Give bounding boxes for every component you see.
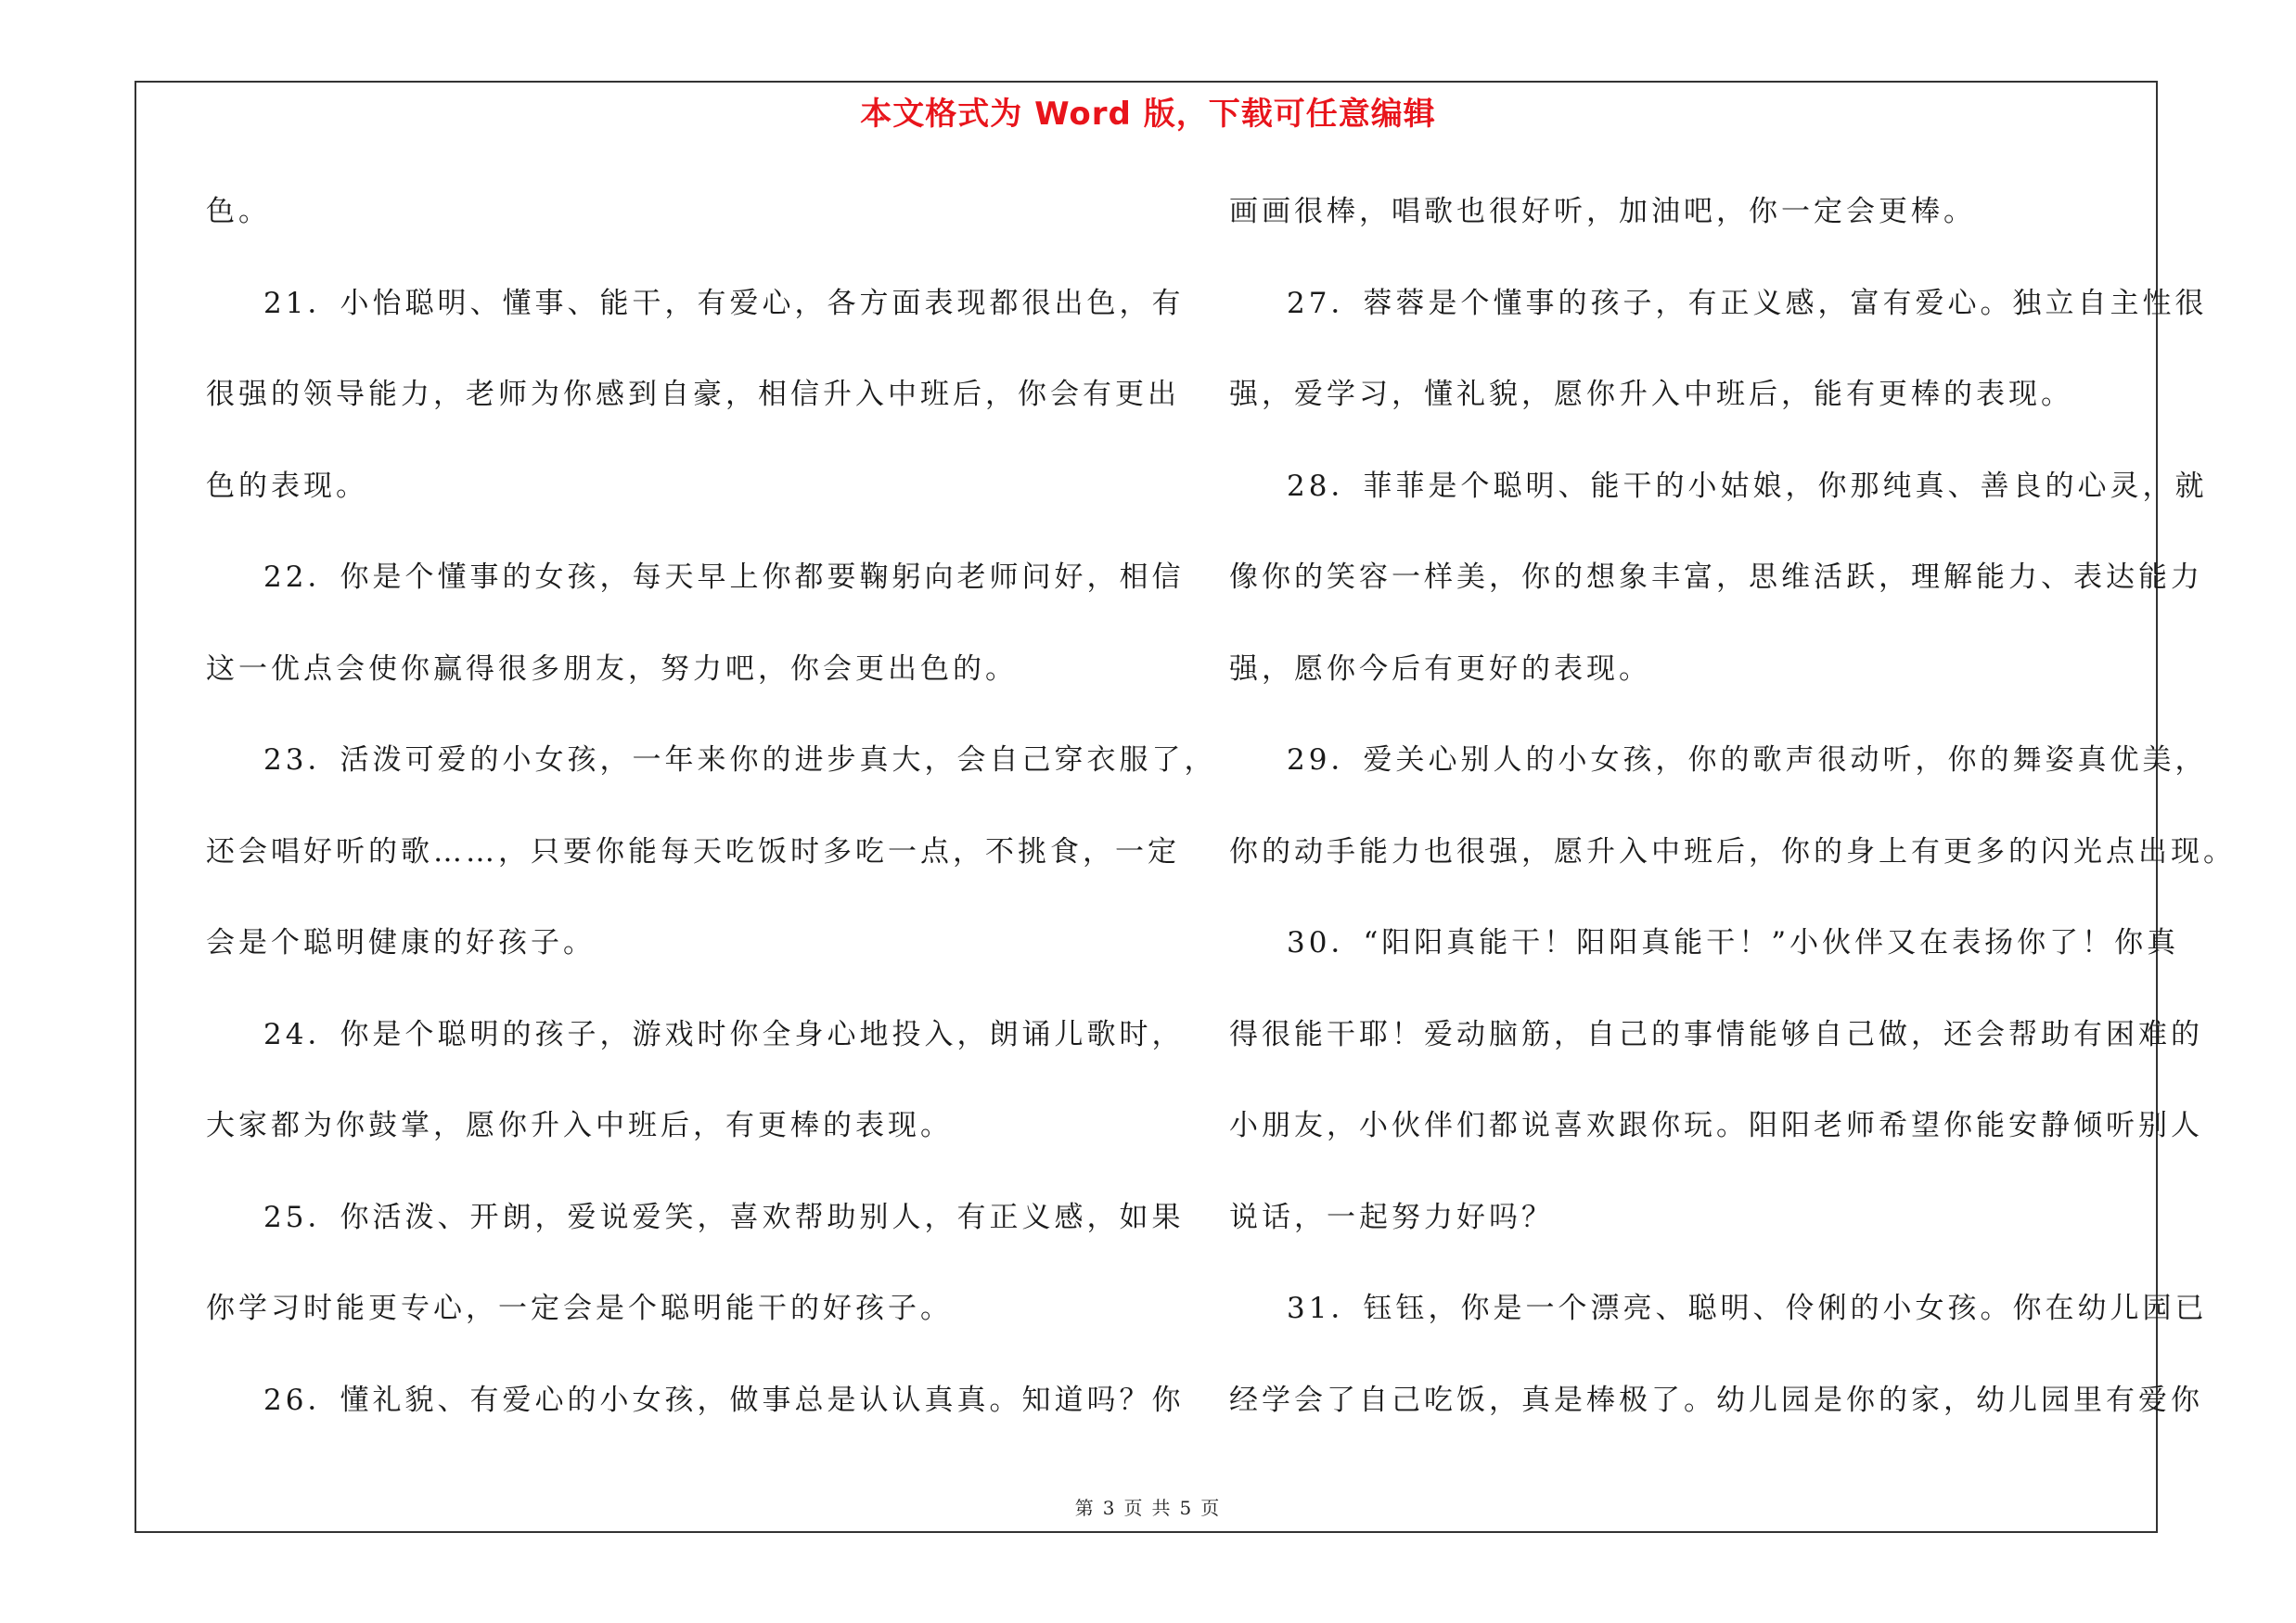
text-line: 像你的笑容一样美，你的想象丰富，思维活跃，理解能力、表达能力 [1229,560,2203,594]
total-page-count: 5 [1179,1497,1194,1519]
text-line: 你的动手能力也很强，愿升入中班后，你的身上有更多的闪光点出现。 [1229,834,2236,869]
text-line: 画画很棒，唱歌也很好听，加油吧，你一定会更棒。 [1229,195,1976,228]
paragraph-30-start: 30．“阳阳真能干！阳阳真能干！”小伙伴又在表扬你了！你真 [1287,926,2180,960]
text-line: 小朋友，小伙伴们都说喜欢跟你玩。阳阳老师希望你能安静倾听别人 [1229,1109,2203,1142]
text-line: 色的表现。 [206,469,368,503]
footer-total-suffix: 页 [1200,1497,1222,1519]
text-line: 强，愿你今后有更好的表现。 [1229,651,1651,686]
text-line: 很强的领导能力，老师为你感到自豪，相信升入中班后，你会有更出 [206,378,1180,411]
word-format-notice: 本文格式为 Word 版，下载可任意编辑 [860,96,1436,133]
text-line: 这一优点会使你赢得很多朋友，努力吧，你会更出色的。 [206,651,1018,686]
text-line: 得很能干耶！爱动脑筋，自己的事情能够自己做，还会帮助有困难的 [1229,1017,2203,1051]
paragraph-22-start: 22．你是个懂事的女孩，每天早上你都要鞠躬向老师问好，相信 [263,560,1185,594]
text-line: 大家都为你鼓掌，愿你升入中班后，有更棒的表现。 [206,1109,953,1142]
paragraph-29-start: 29．爱关心别人的小女孩，你的歌声很动听，你的舞姿真优美， [1287,743,2208,777]
page-number-footer [0,1493,2296,1520]
right-column [1229,179,2236,1459]
footer-prefix: 第 [1074,1497,1096,1519]
text-line: 经学会了自己吃饭，真是棒极了。幼儿园是你的家，幼儿园里有爱你 [1229,1383,2203,1417]
text-line: 会是个聪明健康的好孩子。 [206,926,596,960]
current-page-number: 3 [1102,1497,1117,1519]
footer-page-word: 页 [1123,1497,1145,1519]
paragraph-24-start: 24．你是个聪明的孩子，游戏时你全身心地投入，朗诵儿歌时， [263,1017,1185,1051]
text-line: 色。 [206,195,271,228]
paragraph-26-start: 26．懂礼貌、有爱心的小女孩，做事总是认认真真。知道吗？你 [263,1383,1185,1417]
text-line: 你学习时能更专心，一定会是个聪明能干的好孩子。 [206,1292,953,1325]
paragraph-23-start: 23．活泼可爱的小女孩，一年来你的进步真大，会自己穿衣服了， [263,743,1217,777]
paragraph-27-start: 27．蓉蓉是个懂事的孩子，有正义感，富有爱心。独立自主性很 [1287,286,2208,320]
footer-total-prefix: 共 [1151,1497,1173,1519]
text-line: 还会唱好听的歌……，只要你能每天吃饭时多吃一点，不挑食，一定 [206,834,1180,869]
text-line: 说话，一起努力好吗？ [1229,1200,1554,1234]
paragraph-21-start: 21．小怡聪明、懂事、能干，有爱心，各方面表现都很出色，有 [263,286,1185,320]
text-line: 强，爱学习，懂礼貌，愿你升入中班后，能有更棒的表现。 [1229,378,2073,411]
paragraph-31-start: 31．钰钰，你是一个漂亮、聪明、伶俐的小女孩。你在幼儿园已 [1287,1292,2208,1325]
paragraph-25-start: 25．你活泼、开朗，爱说爱笑，喜欢帮助别人，有正义感，如果 [263,1200,1185,1234]
left-column [206,179,1217,1459]
paragraph-28-start: 28．菲菲是个聪明、能干的小姑娘，你那纯真、善良的心灵，就 [1287,469,2208,503]
